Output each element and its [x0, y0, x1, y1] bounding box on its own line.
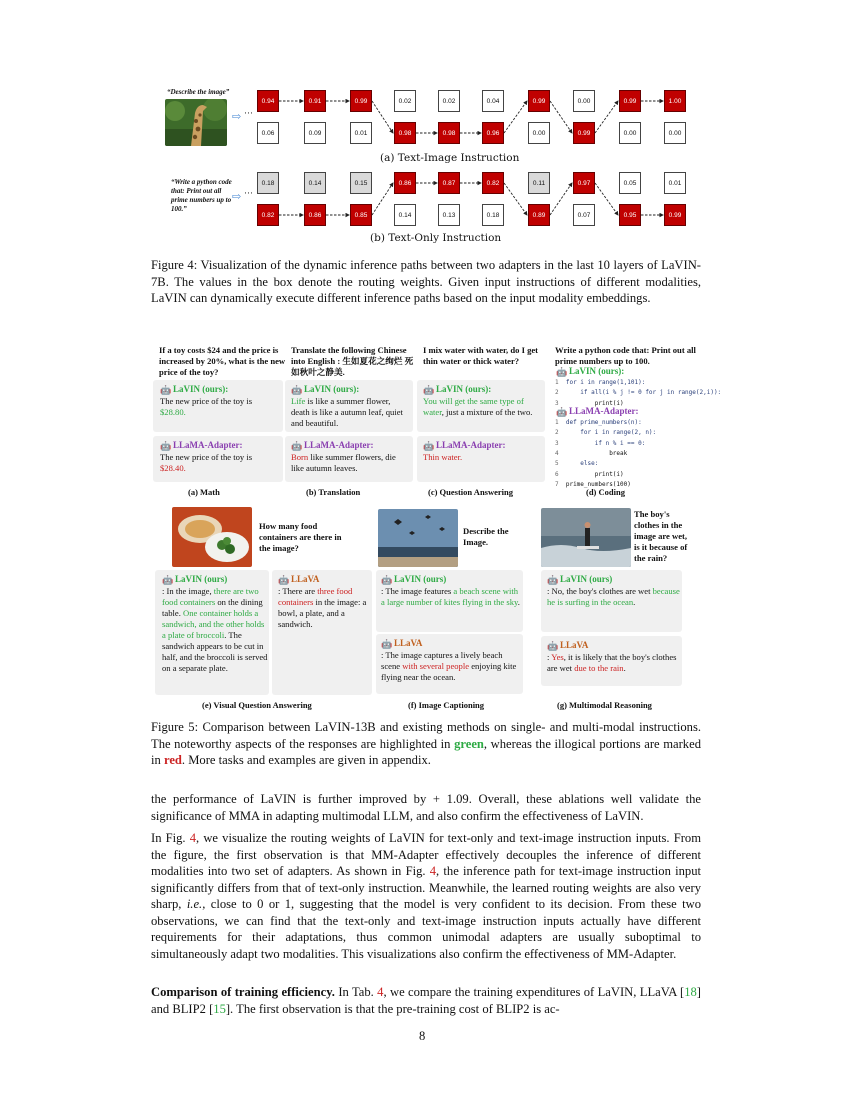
routing-weight-node: 0.04 — [482, 90, 504, 112]
routing-weight-node: 0.02 — [394, 90, 416, 112]
paragraph-ablation: the performance of LaVIN is further improved by + 1.09. Overall, these ablations well validate the significance of MMA in adapting multimodal LLM, and also confirm the effectiveness of LaVIN. — [151, 792, 701, 823]
routing-weight-node: 0.07 — [573, 204, 595, 226]
routing-arrow — [372, 101, 393, 133]
routing-weight-node: 0.11 — [528, 172, 550, 194]
routing-arrows — [0, 0, 850, 250]
routing-weight-node: 0.95 — [619, 204, 641, 226]
ellipsis-b: ··· — [244, 188, 253, 198]
code-line: 7 prime_numbers(100) — [555, 480, 631, 488]
robot-icon: 🤖 — [381, 575, 393, 585]
routing-arrow — [550, 101, 572, 133]
reasoning-question: The boy's clothes in the image are wet, is it because of the rain? — [634, 509, 688, 563]
code-line: 6 print(i) — [555, 470, 624, 478]
code-question: Write a python code that: Print out all prime numbers up to 100. — [555, 345, 696, 366]
routing-weight-node: 0.82 — [482, 172, 504, 194]
reasoning-lavin-answer: 🤖 LaVIN (ours) : No, the boy's clothes are wet because he is surfing in the ocean. — [547, 574, 680, 607]
routing-weight-node: 0.00 — [619, 122, 641, 144]
vqa-question: How many food containers are there in the image? — [259, 521, 342, 553]
routing-weight-node: 0.99 — [619, 90, 641, 112]
figure-link[interactable]: 4 — [189, 831, 197, 845]
subcaption-b: (b) Text-Only Instruction — [370, 232, 502, 244]
code-line: 2 for i in range(2, n): — [555, 429, 657, 437]
subcaption-qa: (c) Question Answering — [428, 487, 513, 497]
code-line: 3 if n % i == 0: — [555, 439, 646, 447]
table-link[interactable]: 4 — [377, 985, 384, 999]
routing-weight-node: 0.01 — [350, 122, 372, 144]
arrow-icon: ⇨ — [232, 191, 242, 203]
figure-5-caption: Figure 5: Comparison between LaVIN-13B and existing methods on single- and multi-modal instructions. The noteworthy aspects of the responses are highlighted in green, whereas the illogical portions are marked in red. More tasks and examples are given in appendix. — [151, 720, 701, 767]
robot-icon: 🤖 — [291, 441, 303, 451]
subcaption-a: (a) Text-Image Instruction — [380, 152, 520, 164]
prompt-a: “Describe the image” — [167, 88, 230, 96]
routing-weight-node: 0.01 — [664, 172, 686, 194]
subcaption-captioning: (f) Image Captioning — [408, 700, 485, 710]
arrow-icon: ⇨ — [232, 111, 242, 123]
routing-weight-node: 0.82 — [257, 204, 279, 226]
routing-weight-node: 0.85 — [350, 204, 372, 226]
robot-icon: 🤖 — [556, 407, 568, 417]
routing-weight-node: 0.15 — [350, 172, 372, 194]
routing-arrow — [595, 101, 618, 133]
routing-weight-node: 0.13 — [438, 204, 460, 226]
subcaption-reasoning: (g) Multimodal Reasoning — [557, 700, 652, 710]
math-llama-answer: 🤖 LLaMA-Adapter: The new price of the toy is $28.40. — [160, 440, 253, 473]
robot-icon: 🤖 — [547, 641, 559, 651]
ellipsis-a: ··· — [244, 108, 253, 118]
robot-icon: 🤖 — [547, 575, 559, 585]
routing-weight-node: 0.05 — [619, 172, 641, 194]
code-line: 2 if all(i % j != 0 for j in range(2,i)): — [555, 389, 722, 397]
robot-icon: 🤖 — [160, 385, 172, 395]
routing-weight-node: 0.98 — [438, 122, 460, 144]
math-question: If a toy costs $24 and the price is increased by 20%, what is the new price of the toy? — [159, 345, 286, 377]
translation-llama-answer: 🤖 LLaMA-Adapter: Born like summer flowers, die like autumn leaves. — [291, 440, 396, 473]
robot-icon: 🤖 — [162, 575, 174, 585]
code-line: 3 print(i) — [555, 399, 624, 407]
routing-weight-node: 0.14 — [394, 204, 416, 226]
math-lavin-answer: 🤖 LaVIN (ours): The new price of the toy is $28.80. — [160, 384, 253, 417]
paragraph-routing: In Fig. 4, we visualize the routing weights of LaVIN for text-only and text-image instruction inputs. From the figure, the first observation is that MM-Adapter effectively decouples the inference of different modalities into two set of adapters. As shown in Fig. 4, the inference path for text-image instruction input significantly differs from that of text-only instruction. Meanwhile, the learned routing weights are also very sharp, i.e., close to 0 or 1, suggesting that the model is very confident to its decision. From these two observations, we can find that the text-only and text-image instruction inputs actually have different requirements for their adaptations, thus common unimodal adapters are usually suboptimal to simultaneously adapt two modalities. This visualizations also confirm the effectiveness of MM-Adapter. — [151, 831, 701, 961]
food-photo — [172, 507, 252, 567]
beach-kites-photo — [378, 509, 458, 567]
caption-llava-answer: 🤖 LLaVA : The image captures a lively beach scene with several people enjoying kite flying near the ocean. — [381, 638, 517, 682]
reasoning-llava-answer: 🤖 LLaVA : Yes, it is likely that the boy's clothes are wet due to the rain. — [547, 640, 677, 673]
figure-4 — [0, 0, 850, 250]
code-line: 4 break — [555, 449, 628, 457]
qa-question: I mix water with water, do I get thin water or thick water? — [423, 345, 539, 366]
routing-weight-node: 0.91 — [304, 90, 326, 112]
robot-icon: 🤖 — [423, 385, 435, 395]
routing-weight-node: 0.94 — [257, 90, 279, 112]
vqa-llava-answer: 🤖 LLaVA : There are three food containers in the image: a bowl, a plate, and a sandwich. — [278, 574, 367, 629]
routing-weight-node: 0.00 — [573, 90, 595, 112]
routing-weight-node: 0.99 — [528, 90, 550, 112]
page-number: 8 — [419, 1029, 426, 1043]
routing-weight-node: 0.18 — [257, 172, 279, 194]
routing-arrow — [504, 101, 527, 133]
subcaption-coding: (d) Coding — [586, 487, 625, 497]
prompt-b: “Write a python code that: Print out all prime numbers up to 100.” — [171, 178, 232, 213]
translation-lavin-answer: 🤖 LaVIN (ours): Life is like a summer flower, death is like a autumn leaf, quiet and beautiful. — [291, 384, 403, 428]
robot-icon: 🤖 — [278, 575, 290, 585]
figure-4-caption: Figure 4: Visualization of the dynamic inference paths between two adapters in the last 10 layers of LaVIN-7B. The values in the box denote the routing weights. Given input instructions of different modalities, LaVIN can dynamically execute different inference paths based on the input modality embeddings. — [151, 258, 701, 305]
subcaption-math: (a) Math — [188, 487, 220, 497]
vqa-lavin-answer: 🤖 LaVIN (ours) : In the image, there are two food containers on the dining table. One container holds a sandwich, and the other holds a plate of broccoli. The sandwich appears to be cut in half, and the broccoli is served on a separate plate. — [162, 574, 268, 673]
qa-lavin-answer: 🤖 LaVIN (ours): You will get the same type of water, just a mixture of the two. — [423, 384, 533, 417]
routing-weight-node: 0.99 — [350, 90, 372, 112]
code-lavin-label: 🤖 LaVIN (ours): — [556, 366, 625, 377]
qa-llama-answer: 🤖 LLaMA-Adapter: Thin water. — [423, 440, 506, 462]
robot-icon: 🤖 — [423, 441, 435, 451]
code-line: 5 else: — [555, 460, 599, 468]
subcaption-vqa: (e) Visual Question Answering — [202, 700, 312, 710]
routing-arrow — [372, 183, 393, 215]
robot-icon: 🤖 — [160, 441, 172, 451]
caption-lavin-answer: 🤖 LaVIN (ours) : The image features a beach scene with a large number of kites flying in the sky. — [381, 574, 520, 607]
routing-weight-node: 0.87 — [438, 172, 460, 194]
paragraph-efficiency: Comparison of training efficiency. In Tab. 4, we compare the training expenditures of LaVIN, LLaVA [18] and BLIP2 [15]. The first observation is that the pre-training cost of BLIP2 is ac- — [151, 985, 701, 1016]
routing-weight-node: 0.99 — [664, 204, 686, 226]
robot-icon: 🤖 — [291, 385, 303, 395]
giraffe-photo — [165, 99, 227, 146]
caption-question: Describe the Image. — [463, 526, 509, 547]
routing-weight-node: 0.14 — [304, 172, 326, 194]
routing-weight-node: 0.99 — [573, 122, 595, 144]
routing-weight-node: 0.09 — [304, 122, 326, 144]
subcaption-translation: (b) Translation — [306, 487, 361, 497]
routing-weight-node: 0.96 — [482, 122, 504, 144]
code-llama-label: 🤖 LLaMA-Adapter: — [556, 406, 639, 417]
citation-link[interactable]: 15 — [213, 1001, 226, 1016]
routing-weight-node: 0.18 — [482, 204, 504, 226]
routing-weight-node: 0.98 — [394, 122, 416, 144]
routing-weight-node: 1.00 — [664, 90, 686, 112]
routing-arrow — [504, 183, 527, 215]
routing-weight-node: 0.86 — [304, 204, 326, 226]
routing-weight-node: 0.00 — [664, 122, 686, 144]
surfer-photo — [541, 508, 631, 567]
routing-weight-node: 0.97 — [573, 172, 595, 194]
robot-icon: 🤖 — [381, 639, 393, 649]
figure-link[interactable]: 4 — [429, 864, 437, 878]
routing-weight-node: 0.86 — [394, 172, 416, 194]
routing-arrow — [550, 183, 572, 215]
routing-arrow — [595, 183, 618, 215]
code-line: 1 for i in range(1,101): — [555, 379, 646, 386]
code-line: 1 def prime_numbers(n): — [555, 419, 642, 426]
routing-weight-node: 0.02 — [438, 90, 460, 112]
citation-link[interactable]: 18 — [684, 985, 697, 999]
robot-icon: 🤖 — [556, 367, 568, 377]
translation-question: Translate the following Chinese into English : 生如夏花之绚烂 死如秋叶之静美. — [291, 345, 414, 377]
routing-weight-node: 0.00 — [528, 122, 550, 144]
routing-weight-node: 0.06 — [257, 122, 279, 144]
routing-weight-node: 0.89 — [528, 204, 550, 226]
